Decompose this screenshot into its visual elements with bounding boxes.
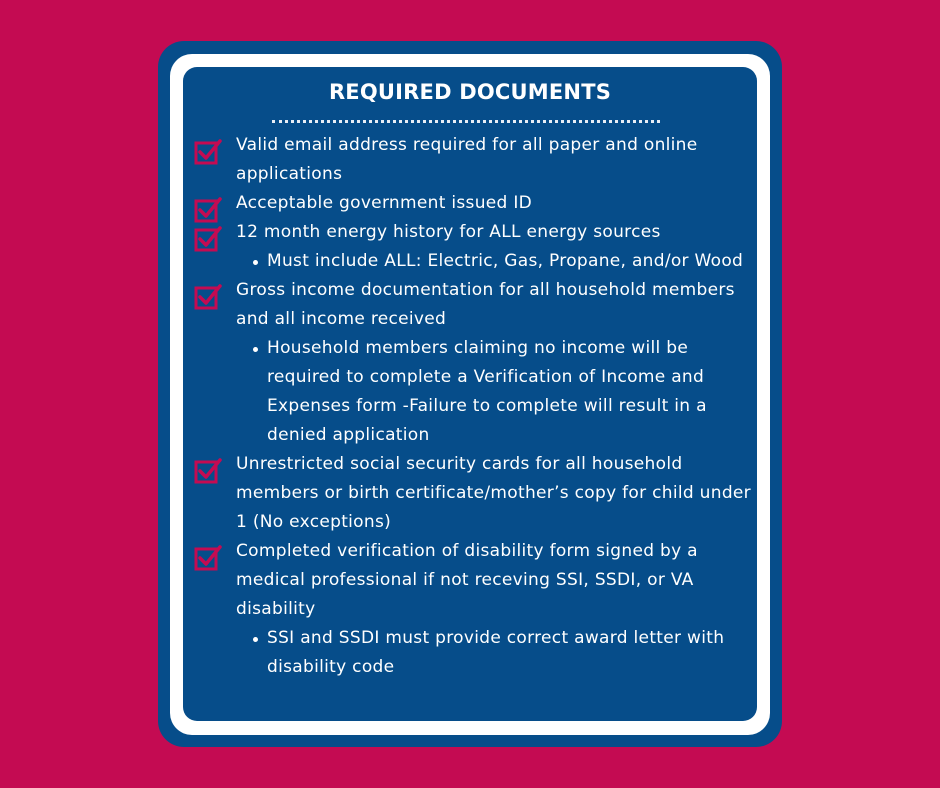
document-item-text: Gross income documentation for all household members and all income received <box>236 280 735 329</box>
sub-list <box>236 247 752 276</box>
sub-item-text: SSI and SSDI must provide correct award letter with disability code <box>267 628 725 677</box>
sub-list <box>236 334 752 450</box>
required-documents-list <box>192 131 752 682</box>
document-item-gross-income <box>192 276 752 450</box>
checkbox-checked-icon <box>194 224 222 252</box>
bullet-icon <box>253 637 258 642</box>
sub-item <box>236 247 752 276</box>
checkbox-checked-icon <box>194 456 222 484</box>
document-item-email <box>192 131 752 189</box>
document-item-text: Acceptable government issued ID <box>236 193 533 213</box>
document-item-social-security <box>192 450 752 537</box>
document-item-disability <box>192 537 752 682</box>
sub-item <box>236 334 752 450</box>
document-item-text: Completed verification of disability form signed by a medical professional if not receving SSI, SSDI, or VA disability <box>236 541 698 619</box>
bullet-icon <box>253 260 258 265</box>
document-item-text: Unrestricted social security cards for all household members or birth certificate/mother’s copy for child under 1 (No exceptions) <box>236 454 751 532</box>
page-title: REQUIRED DOCUMENTS <box>328 80 612 104</box>
document-item-text: Valid email address required for all paper and online applications <box>236 135 698 184</box>
checkbox-checked-icon <box>194 282 222 310</box>
sub-item-text: Household members claiming no income will be required to complete a Verification of Income and Expenses form -Failure to complete will result in a denied application <box>267 338 707 445</box>
sub-item <box>236 624 752 682</box>
sub-list <box>236 624 752 682</box>
document-item-id <box>192 189 752 218</box>
sub-item-text: Must include ALL: Electric, Gas, Propane, and/or Wood <box>267 251 744 271</box>
checkbox-checked-icon <box>194 543 222 571</box>
document-item-text: 12 month energy history for ALL energy sources <box>236 222 661 242</box>
dotted-divider <box>272 120 660 123</box>
document-item-energy-history <box>192 218 752 276</box>
checkbox-checked-icon <box>194 137 222 165</box>
bullet-icon <box>253 347 258 352</box>
